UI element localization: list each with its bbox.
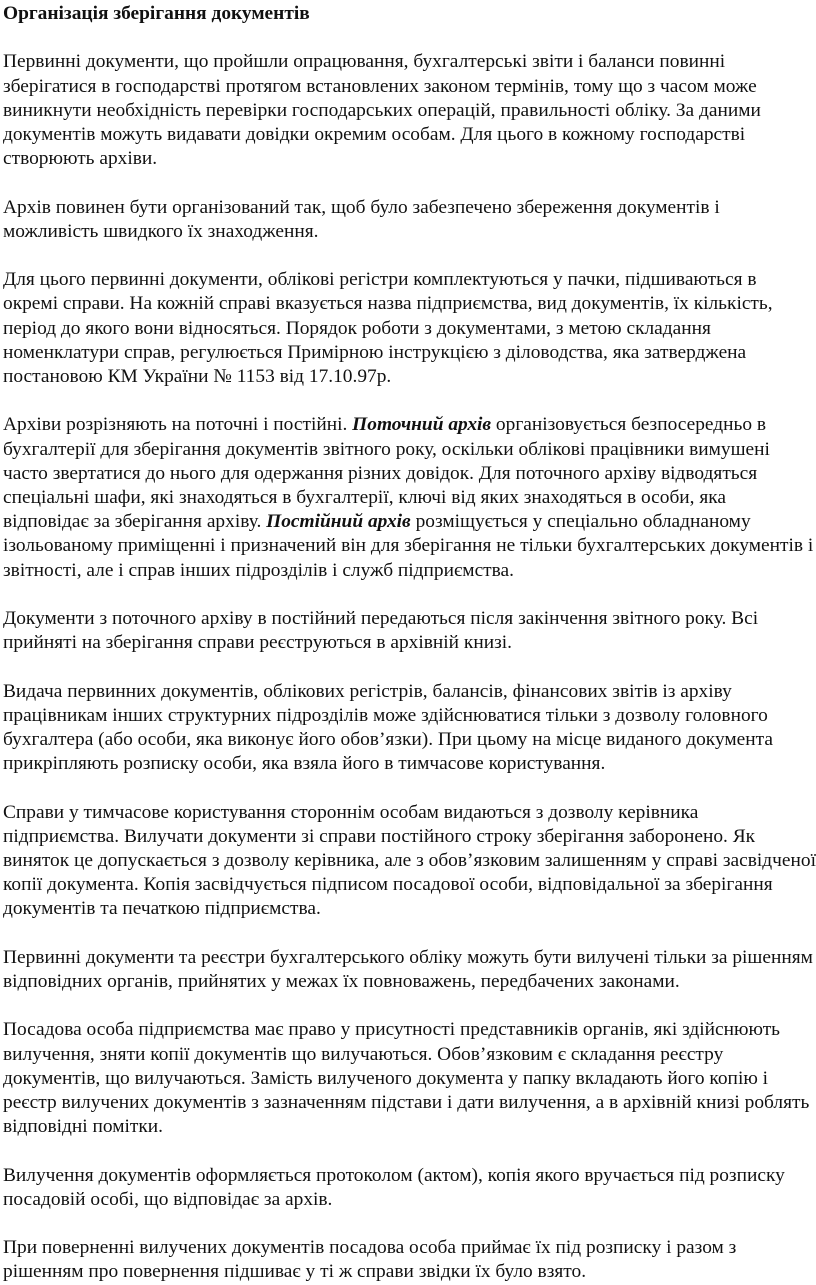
paragraph-archive-organization: Архів повинен бути організований так, щоб було забезпечено збереження документів і можливість швидкого їх знаходження. [3,196,720,242]
archive-types-intro: Архіви розрізняють на поточні і постійні. [3,414,353,436]
current-archive-description: організовується безпосередньо в бухгалтерії для зберігання документів звітного року, оскільки облікові працівники вимушені часто звертатися до нього для одержання різних довідок. Для поточного архіву відводяться спеціальні шафи, які знаходяться в бухгалтерії, ключі від яких знаходяться в особи, яка відповідає за зберігання архіву. [3,414,770,533]
paragraph-document-return: При поверненні вилучених документів посадова особа приймає їх під розписку і разом з рішенням про повернення підшиває у ті ж справи звідки їх було взято. [3,1237,737,1283]
paragraph-document-issuance: Видача первинних документів, облікових регістрів, балансів, фінансових звітів із архіву працівникам інших структурних підрозділів може здійснюватися тільки з дозволу головного бухгалтера (або особи, яка виконує його обов’язки). При цьому на місце виданого документа прикріпляють розписку особи, яка взяла його в тимчасове користування. [3,680,773,775]
permanent-archive-description: розміщується у спеціально обладнаному ізольованому приміщенні і призначений він для зберігання не тільки бухгалтерських документів і звітності, але і справ інших підрозділів і служб підприємства. [3,511,814,581]
document-title: Організація зберігання документів [3,3,310,24]
paragraph-seizure-copies: Посадова особа підприємства має право у присутності представників органів, які здійснюють вилучення, зняти копії документів що вилучаються. Обов’язковим є складання реєстру документів, що вилучаються. Замість вилученого документа у папку вкладають його копію і реєстр вилучених документів з зазначенням підстави і дати вилучення, а в архівній книзі роблять відповідні помітки. [3,1019,810,1138]
term-permanent-archive: Постійний архів [266,511,411,533]
term-current-archive: Поточний архів [352,414,492,436]
paragraph-archive-transfer: Документи з поточного архіву в постійний передаються після закінчення звітного року. Всі прийняті на зберігання справи реєструються в архівній книзі. [3,608,759,654]
paragraph-purpose: Первинні документи, що пройшли опрацювання, бухгалтерські звіти і баланси повинні зберігатися в господарстві протягом встановлених законом термінів, тому що з часом може виникнути необхідність перевірки господарських операцій, правильності обліку. За даними документів можуть видавати довідки окремим особам. Для цього в кожному господарстві створюють архіви. [3,51,761,170]
paragraph-seizure-protocol: Вилучення документів оформляється протоколом (актом), копія якого вручається під розписку посадовій особі, що відповідає за архів. [3,1164,785,1210]
paragraph-seizure-authority: Первинні документи та реєстри бухгалтерського обліку можуть бути вилучені тільки за рішенням відповідних органів, прийнятих у межах їх повноважень, передбачених законами. [3,946,813,992]
paragraph-temporary-use: Справи у тимчасове користування стороннім особам видаються з дозволу керівника підприємства. Вилучати документи зі справи постійного строку зберігання заборонено. Як виняток це допускається з дозволу керівника, але з обов’язковим залишенням у справі засвідченої копії документа. Копія засвідчується підписом посадової особи, відповідальної за зберігання документів та печаткою підприємства. [3,801,816,920]
paragraph-document-grouping: Для цього первинні документи, облікові регістри комплектуються у пачки, підшиваються в окремі справи. На кожній справі вказується назва підприємства, вид документів, їх кількість, період до якого вони відносяться. Порядок роботи з документами, з метою складання номенклатури справ, регулюється Примірною інструкцією з діловодства, яка затверджена постановою КМ України № 1153 від 17.10.97р. [3,269,773,387]
paragraph-archive-types [3,413,816,582]
